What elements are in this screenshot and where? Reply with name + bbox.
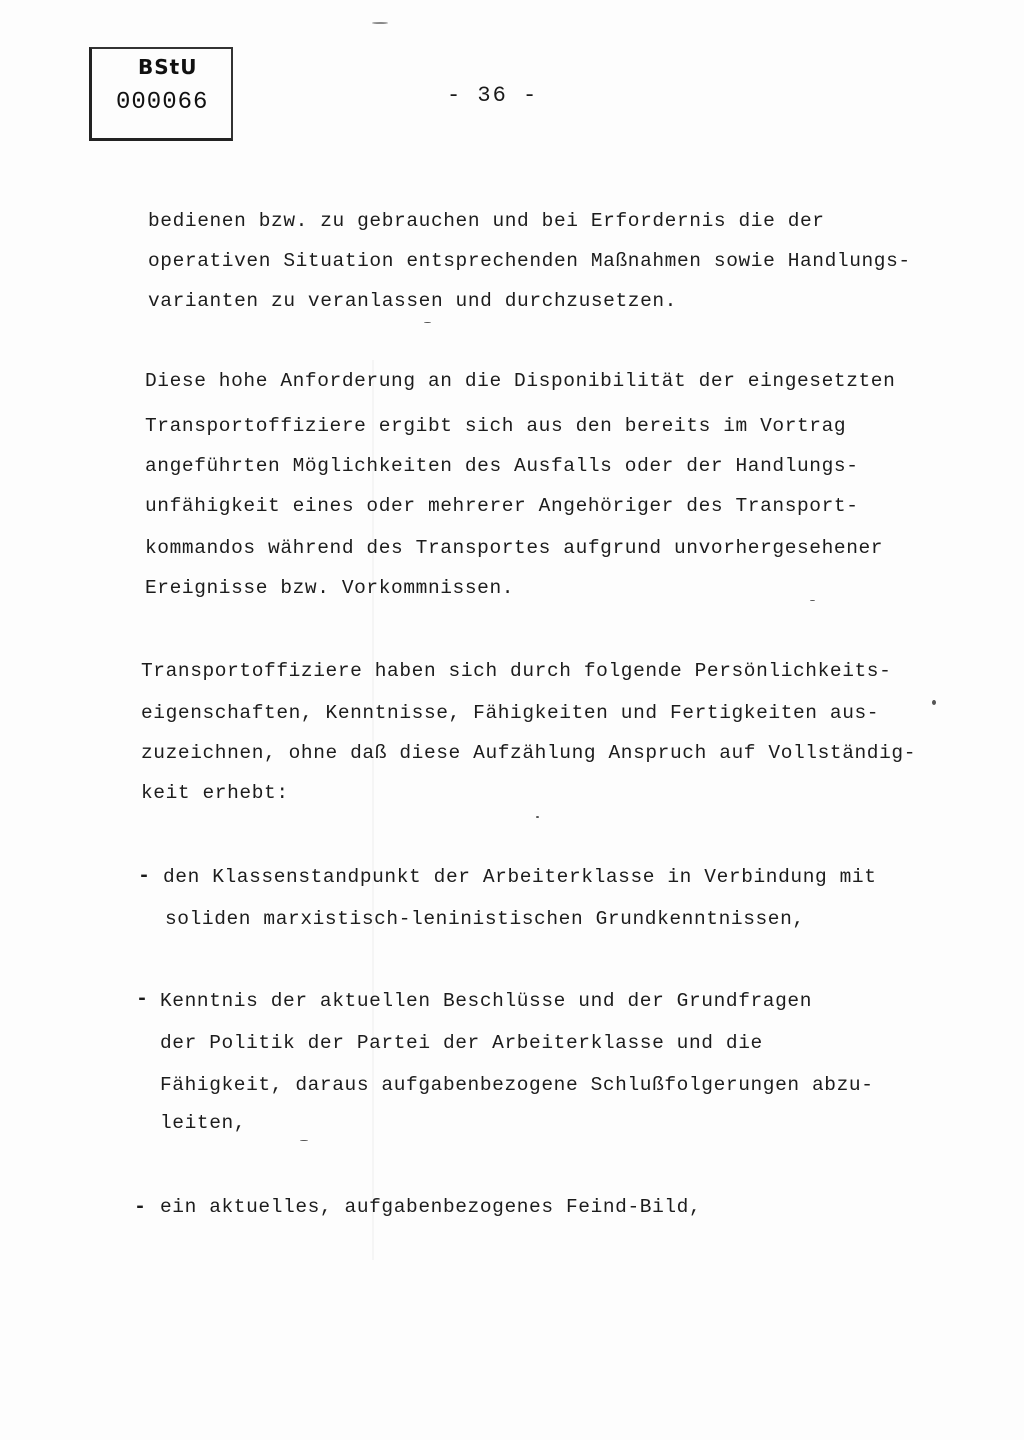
paragraph-1-line-2: operativen Situation entsprechenden Maßnahmen sowie Handlungs- <box>148 250 911 272</box>
paragraph-1-line-1: bedienen bzw. zu gebrauchen und bei Erfordernis die der <box>148 210 825 232</box>
list-item-2-line-1: Kenntnis der aktuellen Beschlüsse und der Grundfragen <box>160 990 813 1012</box>
scan-speck <box>372 22 388 24</box>
list-item-3-bullet: - <box>134 1196 147 1219</box>
scan-speck <box>300 1140 308 1141</box>
paragraph-2-line-2: Transportoffiziere ergibt sich aus den bereits im Vortrag <box>145 415 847 437</box>
scan-speck <box>810 600 815 601</box>
list-item-2-line-4: leiten, <box>160 1112 247 1134</box>
scan-speck <box>932 700 936 705</box>
list-item-3-line-1: ein aktuelles, aufgabenbezogenes Feind-Bild, <box>160 1196 702 1218</box>
paragraph-2-line-6: Ereignisse bzw. Vorkommnissen. <box>145 577 515 599</box>
paragraph-2-line-1: Diese hohe Anforderung an die Disponibilität der eingesetzten <box>145 370 896 392</box>
paragraph-3-line-1: Transportoffiziere haben sich durch folgende Persönlichkeits- <box>141 660 892 682</box>
scan-speck <box>536 816 539 818</box>
list-item-1-bullet: - <box>138 865 151 888</box>
page-number: - 36 - <box>447 83 539 108</box>
paragraph-3-line-3: zuzeichnen, ohne daß diese Aufzählung Anspruch auf Vollständig- <box>141 742 917 764</box>
paragraph-2-line-4: unfähigkeit eines oder mehrerer Angehöriger des Transport- <box>145 495 859 517</box>
archive-stamp <box>89 47 233 141</box>
stamp-label: BStU <box>138 55 198 79</box>
paragraph-2-line-3: angeführten Möglichkeiten des Ausfalls oder der Handlungs- <box>145 455 859 477</box>
list-item-1-line-1: den Klassenstandpunkt der Arbeiterklasse in Verbindung mit <box>163 866 877 888</box>
paragraph-3-line-2: eigenschaften, Kenntnisse, Fähigkeiten und Fertigkeiten aus- <box>141 702 880 724</box>
paragraph-3-line-4: keit erhebt: <box>141 782 289 804</box>
list-item-1-line-2: soliden marxistisch-leninistischen Grundkenntnissen, <box>165 908 805 930</box>
scan-speck <box>424 322 431 323</box>
stamp-number: 000066 <box>116 89 209 116</box>
list-item-2-line-2: der Politik der Partei der Arbeiterklasse und die <box>160 1032 763 1054</box>
list-item-2-line-3: Fähigkeit, daraus aufgabenbezogene Schlußfolgerungen abzu- <box>160 1074 874 1096</box>
list-item-2-bullet: - <box>136 988 149 1011</box>
paragraph-2-line-5: kommandos während des Transportes aufgrund unvorhergesehener <box>145 537 884 559</box>
paragraph-1-line-3: varianten zu veranlassen und durchzusetzen. <box>148 290 677 312</box>
